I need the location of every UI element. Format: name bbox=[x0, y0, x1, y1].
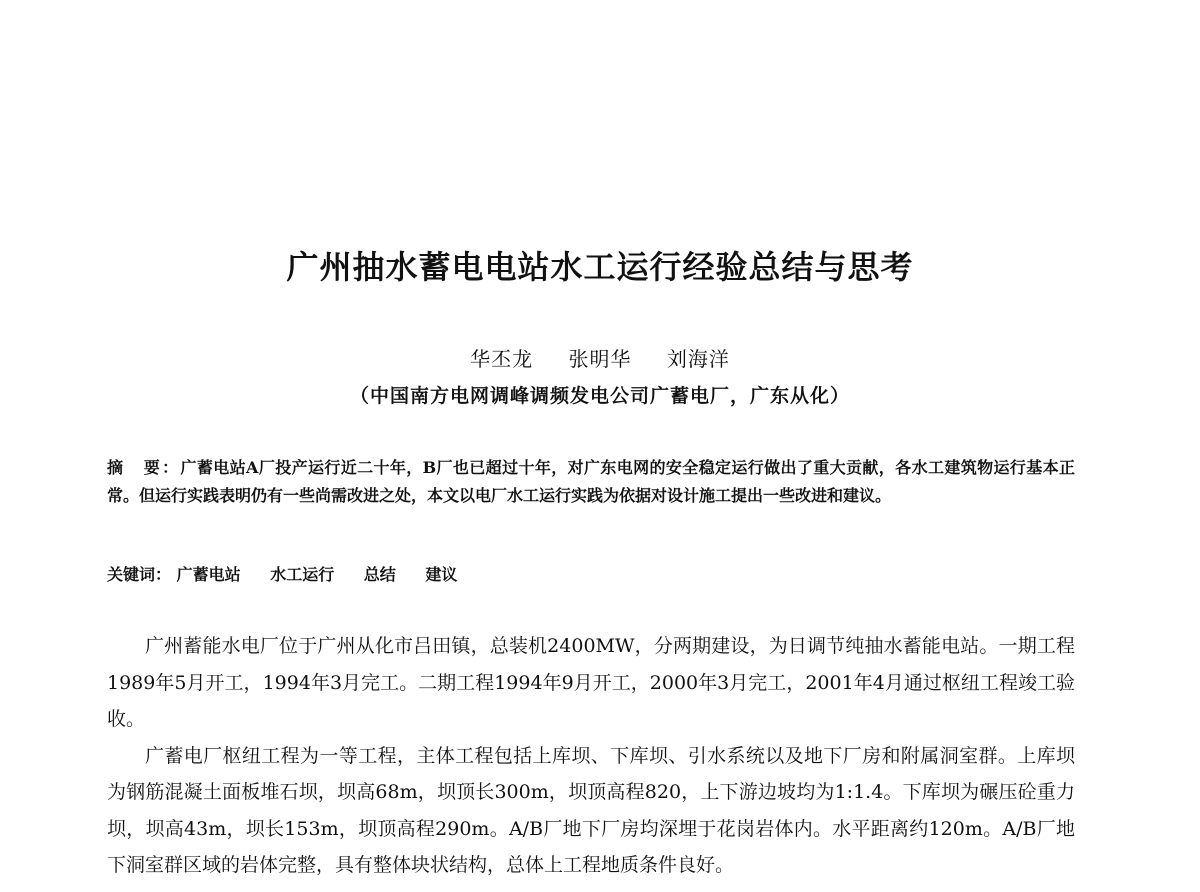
keyword: 广蓄电站 bbox=[176, 565, 241, 584]
author-name: 刘海洋 bbox=[666, 347, 730, 371]
abstract bbox=[107, 454, 1075, 510]
body-paragraph: 广蓄电厂枢纽工程为一等工程，主体工程包括上库坝、下库坝、引水系统以及地下厂房和附属洞室群。上库坝为钢筋混凝土面板堆石坝，坝高68m，坝顶长300m，坝顶高程820，上下游边坡均为1:1.4。下库坝为碾压砼重力坝，坝高43m，坝长153m，坝顶高程290m。A/B厂地下厂房均深埋于花岗岩体内。水平距离约120m。A/B厂地下洞室群区域的岩体完整，具有整体块状结构，总体上工程地质条件良好。 bbox=[107, 744, 1075, 876]
abstract-text: 广蓄电站A厂投产运行近二十年，B厂也已超过十年，对广东电网的安全稳定运行做出了重大贡献，各水工建筑物运行基本正常。但运行实践表明仍有一些尚需改进之处，本文以电厂水工运行实践为依据对设计施工提出一些改进和建议。 bbox=[107, 458, 1075, 505]
body-paragraph: 广州蓄能水电厂位于广州从化市吕田镇，总装机2400MW，分两期建设，为日调节纯抽水蓄能电站。一期工程1989年5月开工，1994年3月完工。二期工程1994年9月开工，2000年3月完工，2001年4月通过枢纽工程竣工验收。 bbox=[107, 635, 1075, 730]
keyword: 水工运行 bbox=[270, 565, 335, 584]
body-text bbox=[107, 628, 1075, 884]
keyword: 建议 bbox=[425, 565, 458, 584]
author-name: 华丕龙 bbox=[470, 347, 534, 371]
paper-title: 广州抽水蓄电电站水工运行经验总结与思考 bbox=[286, 248, 914, 286]
keyword: 总结 bbox=[363, 565, 396, 584]
author-list bbox=[0, 343, 1200, 372]
author-name: 张明华 bbox=[568, 347, 632, 371]
keywords bbox=[107, 562, 481, 585]
keywords-label: 关键词： bbox=[107, 565, 172, 584]
author-affiliation: （中国南方电网调峰调频发电公司广蓄电厂，广东从化） bbox=[349, 385, 850, 407]
abstract-label: 摘 要： bbox=[107, 458, 181, 477]
